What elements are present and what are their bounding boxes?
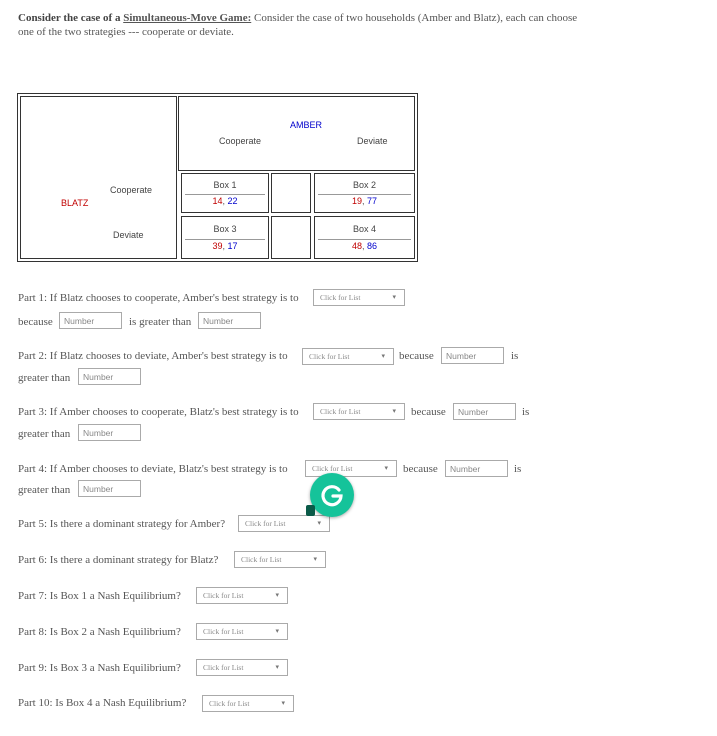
grammarly-icon [318, 481, 346, 509]
part-2-greater-than: greater than [18, 372, 71, 384]
box-1-blatz: 14 [212, 196, 223, 206]
part-4-strategy-select[interactable] [305, 460, 397, 477]
part-3-strategy-select[interactable] [313, 403, 405, 420]
box-4 [314, 216, 415, 259]
box-2 [314, 173, 415, 213]
part-5-select-placeholder: Click for List [245, 519, 286, 528]
box-3-blatz: 39 [212, 241, 223, 251]
part-4-greater-than: greater than [18, 484, 71, 496]
grammarly-button[interactable] [310, 473, 354, 517]
part-10-question: Part 10: Is Box 4 a Nash Equilibrium? [18, 697, 187, 709]
part-6-question: Part 6: Is there a dominant strategy for Blatz? [18, 554, 219, 566]
box-3-label: Box 3 [213, 224, 237, 234]
part-7-select-placeholder: Click for List [203, 591, 244, 600]
spacer-cell-2 [271, 216, 311, 259]
part-9-select[interactable] [196, 659, 288, 676]
part-1-question: Part 1: If Blatz chooses to cooperate, Amber's best strategy is to [18, 292, 299, 304]
box-2-payoffs: 19, 77 [351, 196, 378, 206]
part-2-strategy-select[interactable] [302, 348, 394, 365]
part-2-is: is [511, 350, 519, 362]
caret-down-icon: ▾ [313, 555, 317, 563]
part-3-number-input-2[interactable]: Number [78, 424, 141, 441]
caret-down-icon: ▾ [392, 293, 396, 301]
row-player-label: BLATZ [61, 198, 89, 208]
part-9-question: Part 9: Is Box 3 a Nash Equilibrium? [18, 662, 181, 674]
caret-down-icon: ▾ [275, 627, 279, 635]
spacer-cell-1 [271, 173, 311, 213]
box-1-amber: 22 [227, 196, 238, 206]
caret-down-icon: ▾ [317, 519, 321, 527]
payoff-matrix [17, 93, 418, 262]
part-9-select-placeholder: Click for List [203, 663, 244, 672]
box-3-amber: 17 [227, 241, 238, 251]
box-3 [181, 216, 269, 259]
caret-down-icon: ▾ [392, 407, 396, 415]
col-strategy-deviate: Deviate [357, 136, 388, 146]
part-8-question: Part 8: Is Box 2 a Nash Equilibrium? [18, 626, 181, 638]
part-4-number-input-1[interactable]: Number [445, 460, 508, 477]
part-6-select-placeholder: Click for List [241, 555, 282, 564]
header-cell [178, 96, 415, 171]
intro-text [18, 11, 578, 39]
box-3-payoffs: 39, 17 [212, 241, 238, 251]
box-1-payoffs: 14, 22 [212, 196, 238, 206]
part-2-because: because [399, 350, 434, 362]
part-7-question: Part 7: Is Box 1 a Nash Equilibrium? [18, 590, 181, 602]
intro-body: Consider the case of two households (Amber and Blatz), each can choose one of the two strategies --- cooperate or deviate. [18, 12, 578, 38]
row-strategy-deviate: Deviate [113, 230, 144, 240]
col-player-label: AMBER [290, 120, 323, 130]
part-8-select[interactable] [196, 623, 288, 640]
corner-cell [20, 96, 177, 259]
part-2-question: Part 2: If Blatz chooses to deviate, Amber's best strategy is to [18, 350, 288, 362]
part-1-greater-than: is greater than [129, 316, 192, 328]
intro-lead: Consider the case of a [18, 12, 121, 24]
part-4-question: Part 4: If Amber chooses to deviate, Blatz's best strategy is to [18, 463, 288, 475]
part-4-because: because [403, 463, 438, 475]
part-3-select-placeholder: Click for List [320, 407, 361, 416]
game-type: Simultaneous-Move Game: [123, 12, 252, 24]
part-1-select-placeholder: Click for List [320, 293, 361, 302]
box-2-amber: 77 [367, 196, 378, 206]
part-1-strategy-select[interactable] [313, 289, 405, 306]
part-4-select-placeholder: Click for List [312, 464, 353, 473]
col-strategy-cooperate: Cooperate [219, 136, 262, 146]
part-2-select-placeholder: Click for List [309, 352, 350, 361]
part-7-select[interactable] [196, 587, 288, 604]
box-4-label: Box 4 [352, 224, 376, 234]
drag-handle-icon[interactable] [306, 505, 315, 516]
part-2-number-input-1[interactable]: Number [441, 347, 504, 364]
part-1-number-input-2[interactable]: Number [198, 312, 261, 329]
part-4-is: is [514, 463, 522, 475]
part-5-question: Part 5: Is there a dominant strategy for Amber? [18, 518, 226, 530]
caret-down-icon: ▾ [281, 699, 285, 707]
part-2-number-input-2[interactable]: Number [78, 368, 141, 385]
part-3-is: is [522, 406, 530, 418]
box-4-amber: 86 [367, 241, 378, 251]
box-1 [181, 173, 269, 213]
box-4-blatz: 48 [351, 241, 362, 251]
part-4-number-input-2[interactable]: Number [78, 480, 141, 497]
part-3-because: because [411, 406, 446, 418]
box-1-label: Box 1 [213, 180, 237, 190]
caret-down-icon: ▾ [381, 352, 385, 360]
row-strategy-cooperate: Cooperate [110, 185, 153, 195]
part-1-number-input-1[interactable]: Number [59, 312, 122, 329]
part-10-select-placeholder: Click for List [209, 699, 250, 708]
caret-down-icon: ▾ [275, 663, 279, 671]
caret-down-icon: ▾ [384, 464, 388, 472]
part-3-number-input-1[interactable]: Number [453, 403, 516, 420]
part-8-select-placeholder: Click for List [203, 627, 244, 636]
part-1-because: because [18, 316, 53, 328]
part-3-question: Part 3: If Amber chooses to cooperate, Blatz's best strategy is to [18, 406, 299, 418]
caret-down-icon: ▾ [275, 591, 279, 599]
part-10-select[interactable] [202, 695, 294, 712]
part-3-greater-than: greater than [18, 428, 71, 440]
part-5-select[interactable] [238, 515, 330, 532]
box-2-label: Box 2 [352, 180, 376, 190]
box-4-payoffs: 48, 86 [351, 241, 378, 251]
part-6-select[interactable] [234, 551, 326, 568]
box-2-blatz: 19 [351, 196, 362, 206]
